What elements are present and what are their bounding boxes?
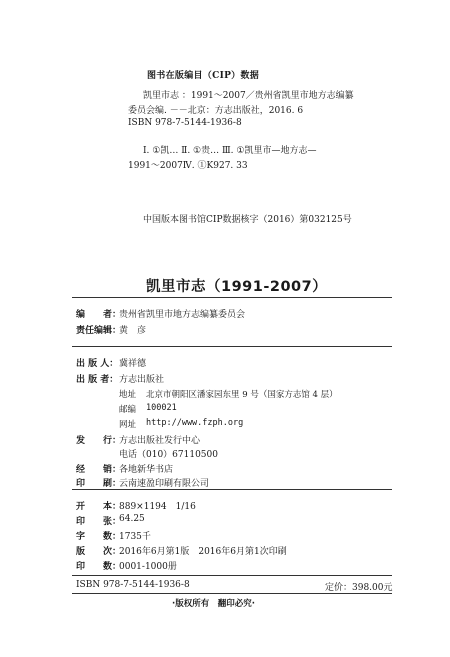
address-value: 北京市朝阳区潘家园东里 9 号（国家方志馆 4 层） [146,390,338,400]
cip-line-3: ISBN 978-7-5144-1936-8 [128,118,242,128]
postcode-label: 邮编 [119,405,137,415]
seller-label: 经 销： [76,465,122,475]
price: 定价：398.00元 [325,583,393,593]
website-label: 网址 [119,420,137,430]
phone-value: 电话（010）67110500 [119,450,218,460]
format-label: 开 本： [76,502,122,512]
edition-label: 版 次： [76,547,122,557]
publisher-person-value: 冀祥德 [119,359,147,369]
format-value: 889×1194 1/16 [119,502,196,512]
website-value: http://www.fzph.org [146,418,244,428]
word-count-value: 1735千 [119,532,151,542]
seller-value: 各地新华书店 [119,465,174,475]
sheets-value: 64.25 [119,514,145,524]
divider [72,297,392,298]
distribution-value: 方志出版社发行中心 [119,436,201,446]
distribution-label: 发 行： [76,436,122,446]
cip-heading: 图书在版编目（CIP）数据 [147,71,260,81]
cip-line-2: 委员会编. －－北京：方志出版社，2016. 6 [128,106,304,116]
print-run-value: 0001-1000册 [119,562,177,572]
cip-data-number: 中国版本图书馆CIP数据核字（2016）第032125号 [143,215,352,225]
sheets-label: 印 张： [76,517,122,527]
printer-value: 云南速盈印刷有限公司 [119,479,210,489]
publisher-label: 出 版 者： [76,375,119,385]
responsible-editor-label: 责任编辑： [76,326,122,336]
divider [72,346,392,347]
copyright-notice: ·版权所有 翻印必究· [172,599,255,609]
cip-line-1: 凯里市志 ：1991～2007／贵州省凯里市地方志编纂 [143,91,354,101]
editor-value: 贵州省凯里市地方志编纂委员会 [119,310,246,320]
divider [72,593,392,594]
editor-label: 编 者： [76,310,122,320]
divider [72,575,392,576]
book-title: 凯里市志（1991-2007） [146,279,328,295]
responsible-editor-value: 黄 彦 [119,326,147,336]
address-label: 地址 [119,390,137,400]
print-run-label: 印 数： [76,562,122,572]
printer-label: 印 刷： [76,479,122,489]
cip-line-4: Ⅰ. ①凯… Ⅱ. ①贵… Ⅲ. ①凯里市—地方志— [143,146,317,156]
edition-value: 2016年6月第1版 2016年6月第1次印刷 [119,547,287,557]
postcode-value: 100021 [146,403,177,413]
publisher-person-label: 出 版 人： [76,359,119,369]
divider [72,489,392,490]
word-count-label: 字 数： [76,532,122,542]
isbn: ISBN 978-7-5144-1936-8 [76,580,190,590]
publisher-value: 方志出版社 [119,375,165,385]
cip-line-5: 1991～2007Ⅳ. ①K927. 33 [128,161,248,171]
